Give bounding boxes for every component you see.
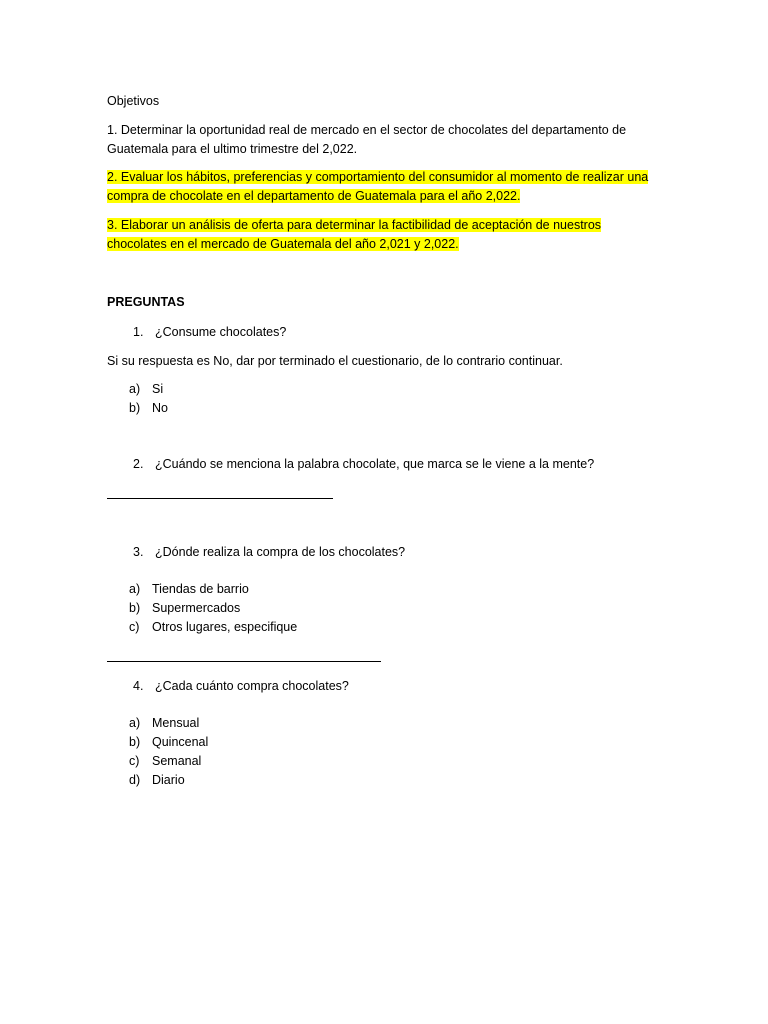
objective-2-line-2-text: compra de chocolate en el departamento de Guatemala para el año 2,022.	[107, 189, 521, 203]
option-letter: b)	[129, 735, 141, 749]
objective-1-line-1: 1. Determinar la oportunidad real de mercado en el sector de chocolates del departamento de	[107, 123, 627, 137]
option-text: Quincenal	[152, 735, 209, 749]
option-letter: b)	[129, 401, 141, 415]
option-letter: a)	[129, 716, 141, 730]
question-4-text: ¿Cada cuánto compra chocolates?	[155, 679, 349, 693]
objective-3-line-1	[107, 216, 601, 235]
question-3-answer-line	[107, 661, 381, 662]
option-text: Diario	[152, 773, 185, 787]
questions-heading: PREGUNTAS	[107, 295, 185, 309]
option-text: Si	[152, 382, 164, 396]
question-2-answer-line	[107, 498, 333, 499]
question-2-number: 2.	[133, 457, 144, 471]
option-text: Tiendas de barrio	[152, 582, 249, 596]
question-3-text: ¿Dónde realiza la compra de los chocolates?	[155, 545, 406, 559]
option-text: Mensual	[152, 716, 200, 730]
objective-2-line-2	[107, 187, 520, 206]
objective-1-line-2: Guatemala para el ultimo trimestre del 2,022.	[107, 142, 358, 156]
option-letter: c)	[129, 620, 140, 634]
option-letter: c)	[129, 754, 140, 768]
question-3-number: 3.	[133, 545, 144, 559]
objective-2-line-1-text: 2. Evaluar los hábitos, preferencias y comportamiento del consumidor al momento de realizar una	[107, 170, 649, 184]
objective-2-line-1	[107, 168, 648, 187]
option-letter: b)	[129, 601, 141, 615]
question-1-text: ¿Consume chocolates?	[155, 325, 287, 339]
objectives-heading: Objetivos	[107, 94, 160, 108]
objective-3-line-1-text: 3. Elaborar un análisis de oferta para determinar la factibilidad de aceptación de nuestros	[107, 218, 602, 232]
objective-3-line-2-text: chocolates en el mercado de Guatemala del año 2,021 y 2,022.	[107, 237, 459, 251]
question-1-number: 1.	[133, 325, 144, 339]
option-text: Semanal	[152, 754, 202, 768]
objective-3-line-2	[107, 235, 459, 254]
option-text: Supermercados	[152, 601, 241, 615]
option-text: No	[152, 401, 168, 415]
question-1-note: Si su respuesta es No, dar por terminado el cuestionario, de lo contrario continuar.	[107, 354, 563, 368]
option-letter: d)	[129, 773, 141, 787]
option-text: Otros lugares, especifique	[152, 620, 298, 634]
option-letter: a)	[129, 582, 141, 596]
question-4-number: 4.	[133, 679, 144, 693]
option-letter: a)	[129, 382, 141, 396]
question-2-text: ¿Cuándo se menciona la palabra chocolate, que marca se le viene a la mente?	[155, 457, 595, 471]
